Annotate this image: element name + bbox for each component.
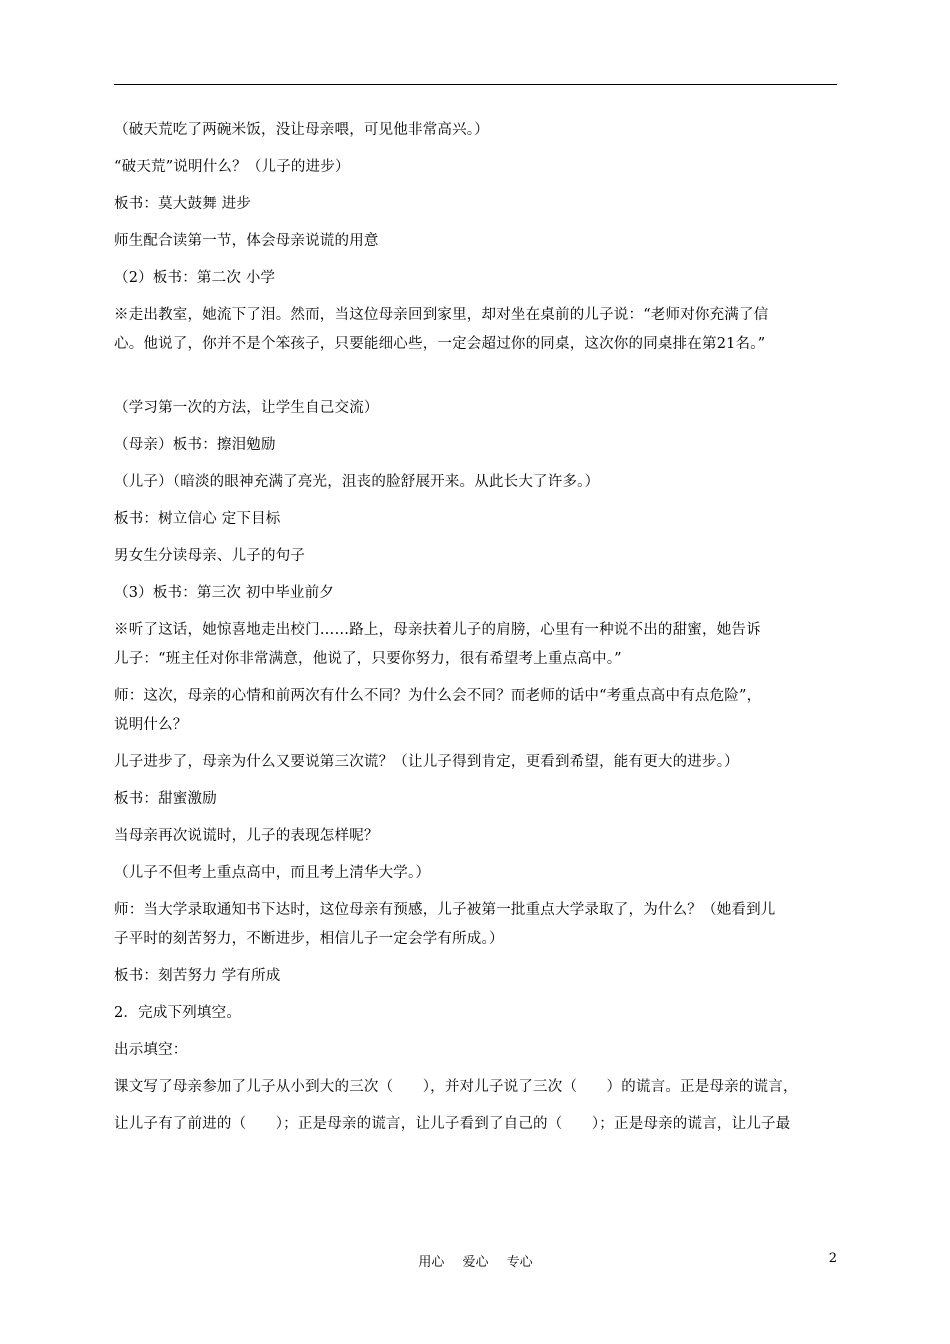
document-body: [114, 120, 854, 1151]
text-line: （儿子不但考上重点高中，而且考上清华大学。）: [114, 865, 431, 881]
text-line: 让儿子有了前进的（ ）；正是母亲的谎言，让儿子看到了自己的（ ）；正是母亲的谎言，让儿子最: [114, 1116, 791, 1132]
text-line: 儿子：“班主任对你非常满意，他说了，只要你努力，很有希望考上重点高中。”: [114, 651, 622, 667]
text-line: 板书：莫大鼓舞 进步: [114, 196, 252, 212]
text-line: 当母亲再次说谎时，儿子的表现怎样呢？: [114, 828, 379, 844]
text-line: （儿子）（暗淡的眼神充满了亮光，沮丧的脸舒展开来。从此长大了许多。）: [114, 474, 600, 490]
footer-motto: 用心 爱心 专心: [418, 1255, 533, 1270]
page-number: 2: [828, 1251, 837, 1266]
text-line: ※听了这话，她惊喜地走出校门……路上，母亲扶着儿子的肩膀，心里有一种说不出的甜蜜，她告诉: [114, 622, 761, 638]
text-line: 师：这次，母亲的心情和前两次有什么不同？为什么会不同？而老师的话中“考重点高中有点危险”，: [114, 688, 762, 704]
header-rule: [114, 84, 837, 85]
text-line: 板书：刻苦努力 学有所成: [114, 968, 281, 984]
text-line: （2）板书：第二次 小学: [114, 270, 276, 286]
text-line: （破天荒吃了两碗米饭，没让母亲喂，可见他非常高兴。）: [114, 122, 489, 138]
text-line: 说明什么？: [114, 717, 188, 733]
text-line: 师生配合读第一节，体会母亲说谎的用意: [114, 233, 379, 249]
text-line: 板书：树立信心 定下目标: [114, 511, 281, 527]
text-line: 心。他说了，你并不是个笨孩子，只要能细心些，一定会超过你的同桌，这次你的同桌排在第21名。”: [114, 336, 766, 352]
page-footer: [114, 1251, 837, 1271]
text-line: 子平时的刻苦努力，不断进步，相信儿子一定会学有所成。）: [114, 931, 504, 947]
text-line: 男女生分读母亲、儿子的句子: [114, 548, 306, 564]
text-line: 师：当大学录取通知书下达时，这位母亲有预感，儿子被第一批重点大学录取了，为什么？（她看到儿: [114, 902, 776, 918]
text-line: “破天荒”说明什么？（儿子的进步）: [114, 159, 350, 175]
text-line: （母亲）板书：擦泪勉励: [114, 437, 276, 453]
text-line: （3）板书：第三次 初中毕业前夕: [114, 585, 335, 601]
text-line: （学习第一次的方法，让学生自己交流）: [114, 400, 379, 416]
text-line: 出示填空：: [114, 1042, 188, 1058]
text-line: 板书：甜蜜激励: [114, 791, 217, 807]
text-line: 儿子进步了，母亲为什么又要说第三次谎？（让儿子得到肯定，更看到希望，能有更大的进步。）: [114, 754, 739, 770]
text-line: 课文写了母亲参加了儿子从小到大的三次（ ），并对儿子说了三次（ ）的谎言。正是母亲的谎言，: [114, 1079, 798, 1095]
text-line: 2．完成下列填空。: [114, 1005, 242, 1021]
text-line: ※走出教室，她流下了泪。然而，当这位母亲回到家里，却对坐在桌前的儿子说：“老师对你充满了信: [114, 307, 769, 323]
